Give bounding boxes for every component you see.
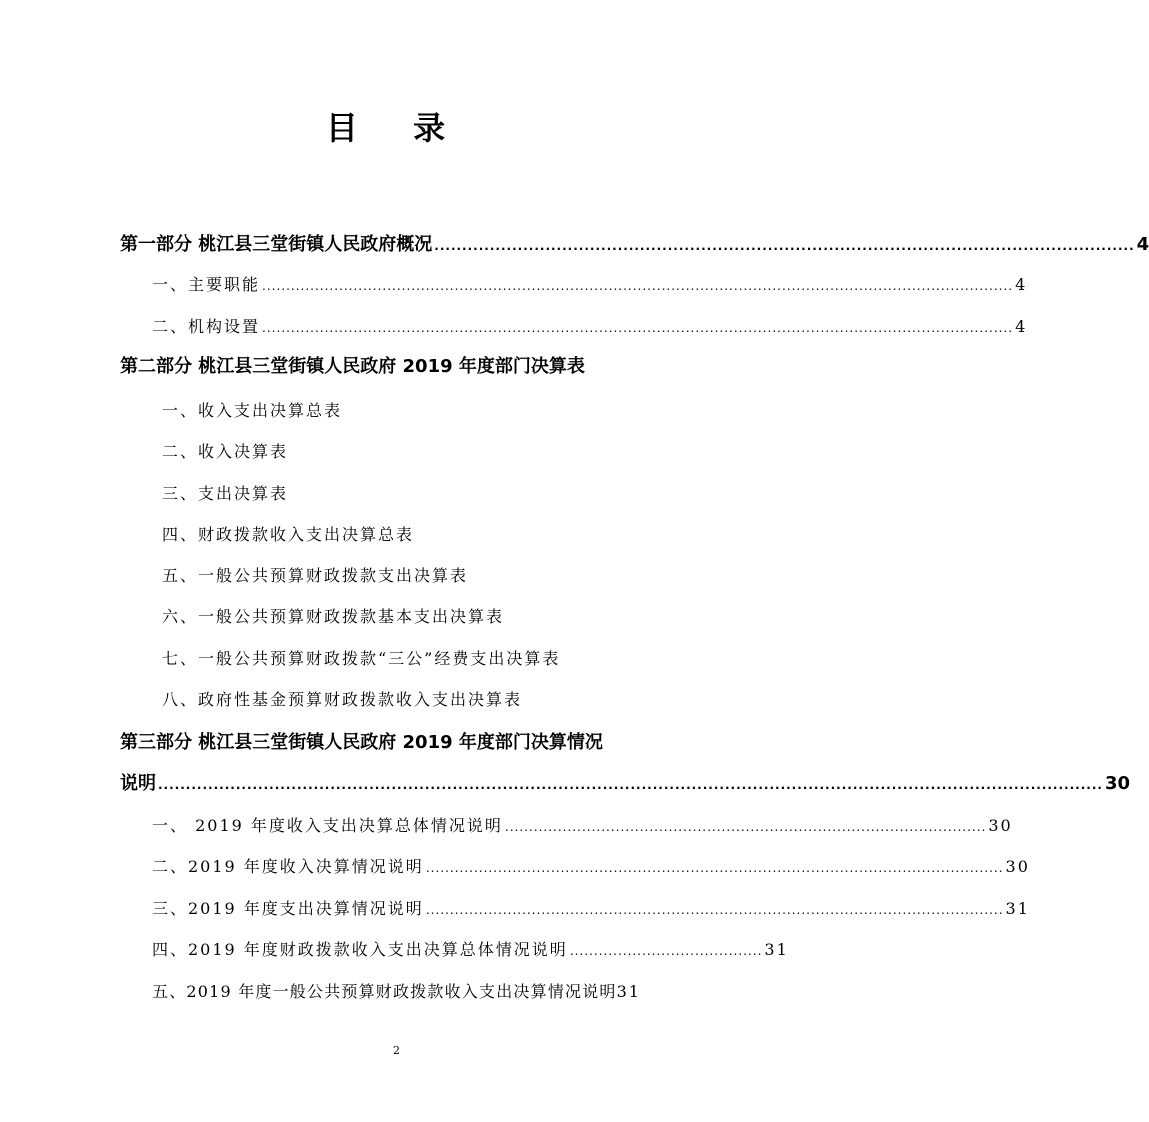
toc-entry-text: 五、2019 年度一般公共预算财政拨款收入支出决算情况说明 [152,982,617,1001]
toc-entry-page: 31 [616,982,641,1001]
leader-dots: ............................................................................................................................................................ [262,279,1014,293]
toc-entry-p2-8[interactable]: 八、政府性基金预算财政拨款收入支出决算表 [162,690,523,709]
toc-entry-part1[interactable] [120,230,1149,260]
toc-entry-text: 一、 2019 年度收入支出决算总体情况说明 [152,816,503,835]
toc-entry-page: 4 [1136,234,1149,255]
toc-entry-page: 4 [1015,317,1028,336]
toc-entry-p3-4[interactable] [152,935,789,965]
leader-dots: ........................................ [569,944,763,958]
toc-entry-text: 二、机构设置 [152,317,261,336]
toc-entry-p2-7[interactable]: 七、一般公共预算财政拨款“三公”经费支出决算表 [162,649,561,668]
toc-entry-p2-6[interactable]: 六、一般公共预算财政拨款基本支出决算表 [162,607,505,626]
toc-entry-part3-cont[interactable] [120,769,1131,799]
toc-entry-part3[interactable]: 第三部分 桃江县三堂街镇人民政府 2019 年度部门决算情况 [120,732,603,753]
toc-entry-p3-3[interactable] [152,894,1030,924]
toc-entry-page: 4 [1015,275,1028,294]
toc-entry-p3-1[interactable] [152,811,1013,841]
toc-entry-page: 31 [764,940,789,959]
toc-entry-text: 三、2019 年度支出决算情况说明 [152,899,424,918]
leader-dots: .................................................................................................... [504,820,987,834]
toc-entry-text: 四、2019 年度财政拨款收入支出决算总体情况说明 [152,940,568,959]
toc-entry-page: 30 [1104,773,1131,794]
toc-entry-p2-3[interactable]: 三、支出决算表 [162,484,289,503]
toc-entry-p2-4[interactable]: 四、财政拨款收入支出决算总表 [162,525,415,544]
leader-dots: .......................................................................................................................................................................... [158,778,1103,792]
leader-dots: ............................................................................................................................................................ [262,321,1014,335]
toc-entry-part2[interactable]: 第二部分 桃江县三堂街镇人民政府 2019 年度部门决算表 [120,356,585,377]
toc-entry-p2-5[interactable]: 五、一般公共预算财政拨款支出决算表 [162,566,469,585]
toc-entry-page: 31 [1005,899,1030,918]
toc-entry-text: 一、主要职能 [152,275,261,294]
toc-entry-p1-2[interactable] [152,312,1028,342]
toc-entry-p2-2[interactable]: 二、收入决算表 [162,442,289,461]
toc-entry-text: 二、2019 年度收入决算情况说明 [152,857,424,876]
toc-entry-p2-1[interactable]: 一、收入支出决算总表 [162,401,343,420]
toc-entry-text: 第一部分 桃江县三堂街镇人民政府概况 [120,234,433,255]
toc-entry-p3-5[interactable] [152,977,697,1007]
toc-entry-page: 30 [1005,857,1030,876]
leader-dots: .............................................................................................................................. [434,239,1135,253]
page-number: 2 [393,1044,400,1057]
page-title: 目 录 [325,109,468,147]
leader-dots: ........................................................................................................................ [425,903,1004,917]
toc-entry-p3-2[interactable] [152,852,1030,882]
toc-entry-text: 说明 [120,773,156,794]
toc-entry-page: 30 [988,816,1013,835]
leader-dots: ........................................................................................................................ [425,861,1004,875]
toc-entry-p1-1[interactable] [152,270,1028,300]
